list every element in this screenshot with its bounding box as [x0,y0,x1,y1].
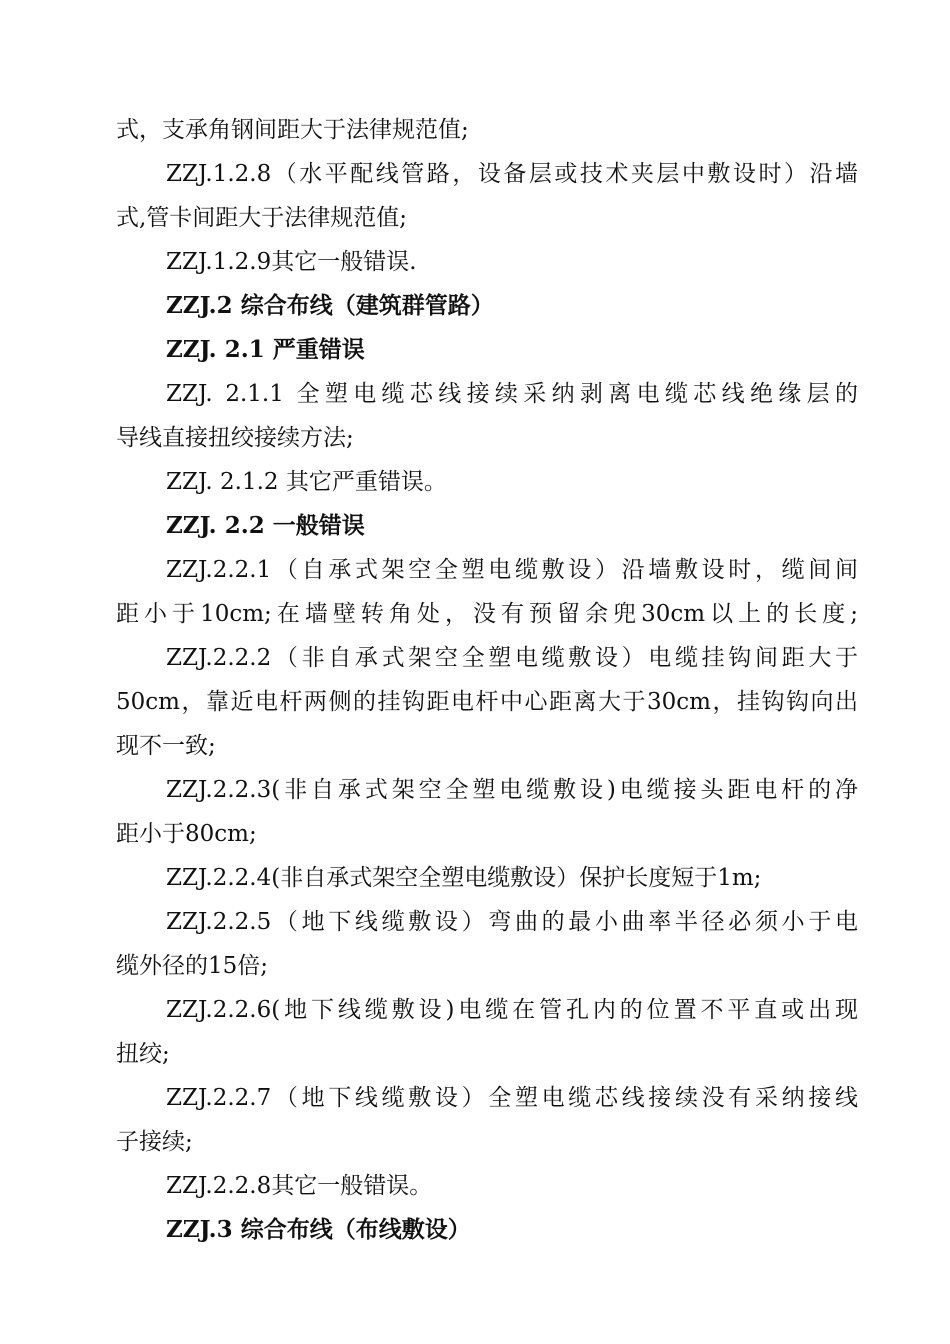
paragraph-line: ZZJ.2.2.7（地下线缆敷设）全塑电缆芯线接续没有采纳接线 [166,1085,858,1111]
paragraph-line: ZZJ.2.2.1（自承式架空全塑电缆敷设）沿墙敷设时，缆间间 [166,557,858,583]
paragraph-line: 缆外径的15倍; [116,953,269,979]
subsection-heading: ZZJ. 2.2 一般错误 [166,512,365,539]
paragraph-line: ZZJ.2.2.5（地下线缆敷设）弯曲的最小曲率半径必须小于电 [166,909,858,935]
paragraph-line: 50cm，靠近电杆两侧的挂钩距电杆中心距离大于30cm，挂钩钩向出 [116,689,858,715]
paragraph-line: 扭绞; [116,1041,170,1067]
paragraph-line: ZZJ.2.2.2（非自承式架空全塑电缆敷设）电缆挂钩间距大于 [166,645,858,671]
document-body [116,108,858,1252]
paragraph-line: ZZJ.2.2.6(地下线缆敷设)电缆在管孔内的位置不平直或出现 [166,997,858,1023]
section-heading: ZZJ.3 综合布线（布线敷设） [166,1216,471,1243]
paragraph-line: ZZJ. 2.1.2 其它严重错误。 [166,469,447,495]
paragraph-line: ZZJ. 2.1.1 全塑电缆芯线接续采纳剥离电缆芯线绝缘层的 [166,381,858,407]
paragraph-line: 距小于80cm; [116,821,257,847]
paragraph-line: ZZJ.1.2.9其它一般错误. [166,249,417,275]
paragraph-line: ZZJ.2.2.8其它一般错误。 [166,1173,433,1199]
paragraph-line: 现不一致; [116,733,216,759]
section-heading: ZZJ.2 综合布线（建筑群管路） [166,292,494,319]
paragraph-line: 子接续; [116,1129,193,1155]
paragraph-line: 式,管卡间距大于法律规范值; [116,205,408,231]
paragraph-line: ZZJ.2.2.3(非自承式架空全塑电缆敷设)电缆接头距电杆的净 [166,777,858,803]
paragraph-line: 式，支承角钢间距大于法律规范值; [116,117,469,143]
paragraph-line: 距小于10cm;在墙壁转角处，没有预留余兜30cm以上的长度; [116,601,858,627]
paragraph-line: 导线直接扭绞接续方法; [116,425,354,451]
paragraph-line: ZZJ.1.2.8（水平配线管路，设备层或技术夹层中敷设时）沿墙 [166,161,858,187]
paragraph-line: ZZJ.2.2.4(非自承式架空全塑电缆敷设）保护长度短于1m; [166,865,762,891]
subsection-heading: ZZJ. 2.1 严重错误 [166,336,365,363]
